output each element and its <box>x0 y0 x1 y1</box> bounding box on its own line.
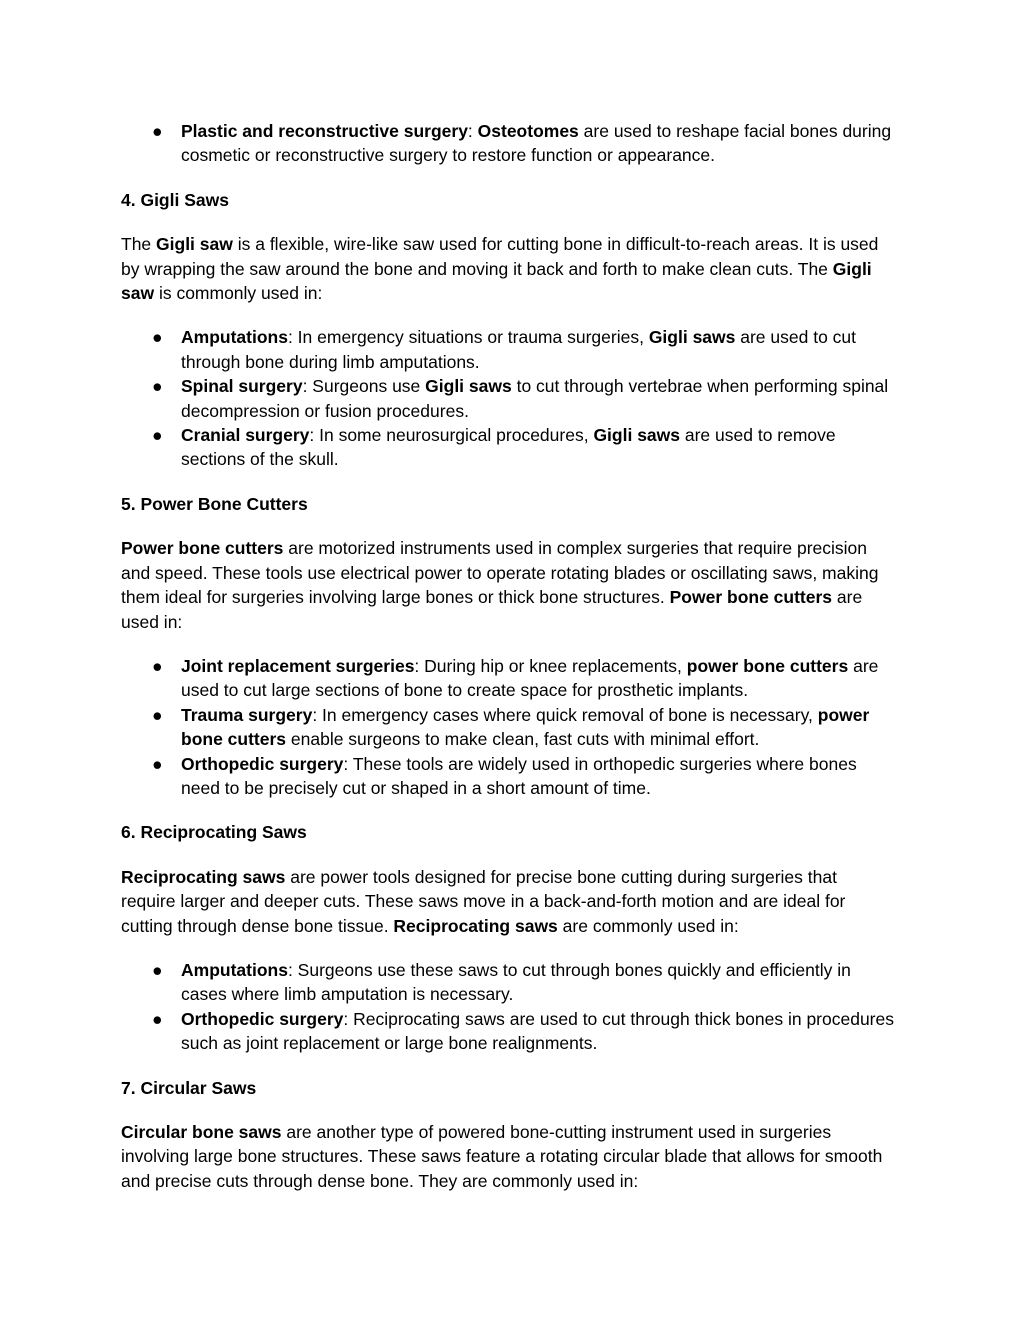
paragraph-spacer <box>121 305 896 325</box>
bold-text-run: power bone cutters <box>181 704 870 750</box>
bold-text-run: Cranial surgery <box>181 425 310 446</box>
bold-text-run: Reciprocating saws <box>393 915 558 936</box>
text-run: are another type of powered bone-cutting instrument used in surgeries involving large bone structures. These saws feature a rotating circular blade that allows for smooth and precise cuts through dense bone. They are commonly used in: <box>121 1122 883 1191</box>
bullet-dot-icon: ● <box>152 327 163 348</box>
paragraph-spacer <box>121 516 896 536</box>
text-run: : Reciprocating saws are used to cut through thick bones in procedures such as joint replacement or large bone realignments. <box>181 1008 894 1054</box>
text-run: : Surgeons use these saws to cut through bones quickly and efficiently in cases where limb amputation is necessary. <box>181 959 851 1005</box>
bold-text-run: Circular bone saws <box>121 1122 282 1142</box>
bold-text-run: Power bone cutters <box>121 538 284 559</box>
section-heading: 4. Gigli Saws <box>121 189 229 210</box>
list-item <box>121 325 896 374</box>
list-item <box>121 119 896 168</box>
text-run: : <box>467 121 478 141</box>
paragraph-spacer <box>121 845 896 865</box>
bold-text-run: Osteotomes <box>477 121 579 141</box>
list-item <box>121 423 896 472</box>
section-heading: 5. Power Bone Cutters <box>121 493 308 514</box>
text-run: The <box>121 234 157 255</box>
bold-text-run: Gigli saws <box>425 376 512 397</box>
body-paragraph <box>121 1120 896 1193</box>
bullet-dot-icon: ● <box>152 704 163 725</box>
bold-text-run: Amputations <box>181 959 288 980</box>
bold-text-run: Orthopedic surgery <box>181 753 344 774</box>
bullet-dot-icon: ● <box>152 376 163 397</box>
bold-text-run: Gigli saw <box>121 258 872 304</box>
list-item <box>121 654 896 703</box>
bullet-list <box>121 958 896 1056</box>
text-run: : In emergency situations or trauma surgeries, <box>287 327 649 348</box>
bullet-list <box>121 119 896 168</box>
text-run: : In emergency cases where quick removal of bone is necessary, <box>312 704 818 725</box>
bold-text-run: Gigli saws <box>593 425 680 446</box>
paragraph-spacer <box>121 212 896 232</box>
bold-text-run: Orthopedic surgery <box>181 1008 344 1029</box>
text-run: are commonly used in: <box>557 915 739 936</box>
paragraph-spacer <box>121 800 896 820</box>
text-run: are power tools designed for precise bone cutting during surgeries that require larger and deeper cuts. These saws move in a back-and-forth motion and are ideal for cutting through dense bone tissue. <box>121 866 846 936</box>
bold-text-run: Amputations <box>181 327 288 348</box>
document-body <box>121 119 896 1193</box>
text-run: : During hip or knee replacements, <box>414 655 687 676</box>
list-item <box>121 752 896 801</box>
text-run: : Surgeons use <box>302 376 426 397</box>
body-paragraph <box>121 865 896 938</box>
body-paragraph <box>121 232 896 305</box>
paragraph-spacer <box>121 634 896 654</box>
text-run: are motorized instruments used in complex surgeries that require precision and speed. These tools use electrical power to operate rotating blades or oscillating saws, making them ideal for surgeries involving large bones or thick bone structures. <box>121 538 879 608</box>
text-run: to cut through vertebrae when performing spinal decompression or fusion procedures. <box>181 376 889 421</box>
bullet-dot-icon: ● <box>152 425 163 446</box>
bold-text-run: Gigli saw <box>156 234 233 255</box>
paragraph-spacer <box>121 1056 896 1076</box>
section-heading: 7. Circular Saws <box>121 1077 257 1098</box>
text-run: is commonly used in: <box>154 283 323 304</box>
bold-text-run: Trauma surgery <box>181 704 313 725</box>
bullet-dot-icon: ● <box>152 655 163 676</box>
bullet-list <box>121 654 896 800</box>
paragraph-spacer <box>121 168 896 188</box>
bold-text-run: Gigli saws <box>648 327 736 348</box>
text-run: are used in: <box>121 587 863 632</box>
text-run: are used to reshape facial bones during cosmetic or reconstructive surgery to restore function or appearance. <box>181 121 892 166</box>
list-item <box>121 958 896 1007</box>
text-run: is a flexible, wire-like saw used for cutting bone in difficult-to-reach areas. It is used by wrapping the saw around the bone and moving it back and forth to make clean cuts. The <box>121 234 879 279</box>
bold-text-run: Plastic and reconstructive surgery <box>181 121 468 141</box>
bullet-dot-icon: ● <box>152 1008 163 1029</box>
bullet-dot-icon: ● <box>152 753 163 774</box>
bold-text-run: Reciprocating saws <box>121 866 286 887</box>
list-item <box>121 1007 896 1056</box>
text-run: are used to cut through bone during limb amputations. <box>181 327 857 372</box>
body-paragraph <box>121 536 896 634</box>
paragraph-spacer <box>121 1100 896 1120</box>
text-run: : These tools are widely used in orthopedic surgeries where bones need to be precisely cut or shaped in a short amount of time. <box>181 753 857 798</box>
section-heading: 6. Reciprocating Saws <box>121 822 307 843</box>
text-run: enable surgeons to make clean, fast cuts with minimal effort. <box>286 729 760 750</box>
list-item <box>121 374 896 423</box>
text-run: : In some neurosurgical procedures, <box>309 425 594 446</box>
bold-text-run: Joint replacement surgeries <box>181 655 415 676</box>
list-item <box>121 703 896 752</box>
bold-text-run: Power bone cutters <box>669 587 833 608</box>
paragraph-spacer <box>121 938 896 958</box>
bold-text-run: power bone cutters <box>686 655 849 676</box>
text-run: are used to cut large sections of bone to create space for prosthetic implants. <box>181 655 879 701</box>
bullet-dot-icon: ● <box>152 121 163 141</box>
bullet-list <box>121 325 896 471</box>
bullet-dot-icon: ● <box>152 959 163 980</box>
paragraph-spacer <box>121 472 896 492</box>
bold-text-run: Spinal surgery <box>181 376 303 397</box>
text-run: are used to remove sections of the skull. <box>181 425 836 470</box>
